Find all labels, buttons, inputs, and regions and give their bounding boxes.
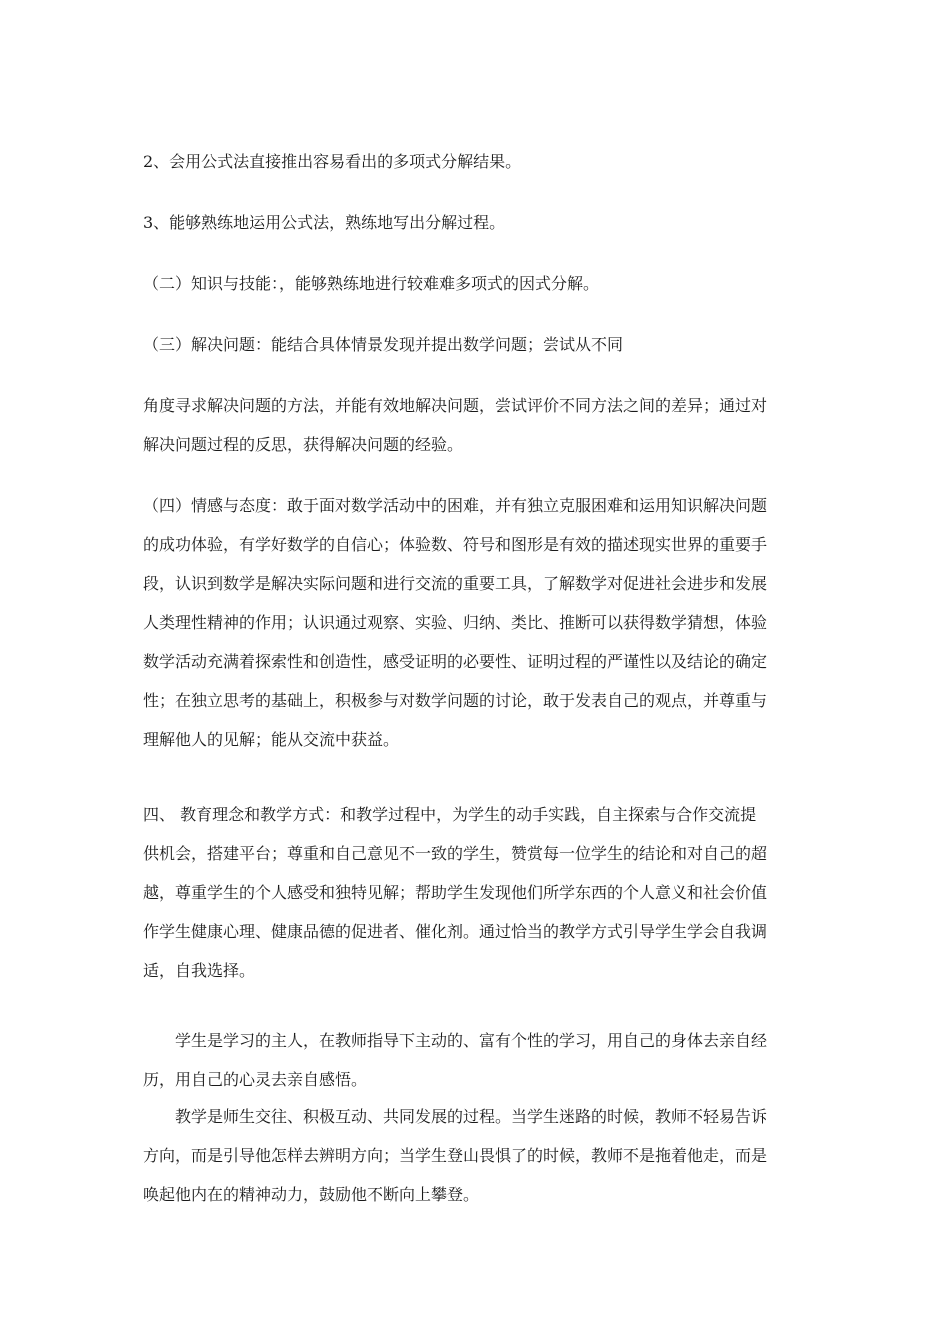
text-line-9: 段，认识到数学是解决实际问题和进行交流的重要工具，了解数学对促进社会进步和发展 <box>143 574 768 593</box>
text-line-7: （四）情感与态度：敢于面对数学活动中的困难，并有独立克服困难和运用知识解决问题 <box>143 496 768 515</box>
text-line-13: 理解他人的见解；能从交流中获益。 <box>143 730 400 749</box>
text-line-19: 学生是学习的主人，在教师指导下主动的、富有个性的学习，用自己的身体去亲自经 <box>175 1031 768 1050</box>
text-line-18: 适，自我选择。 <box>143 961 256 980</box>
text-line-17: 作学生健康心理、健康品德的促进者、催化剂。通过恰当的教学方式引导学生学会自我调 <box>143 922 768 941</box>
text-line-3: （二）知识与技能：，能够熟练地进行较难难多项式的因式分解。 <box>143 274 600 293</box>
text-line-5: 角度寻求解决问题的方法，并能有效地解决问题，尝试评价不同方法之间的差异；通过对 <box>143 396 768 415</box>
text-line-20: 历，用自己的心灵去亲自感悟。 <box>143 1070 368 1089</box>
text-line-11: 数学活动充满着探索性和创造性，感受证明的必要性、证明过程的严谨性以及结论的确定 <box>143 652 768 671</box>
text-line-16: 越，尊重学生的个人感受和独特见解；帮助学生发现他们所学东西的个人意义和社会价值 <box>143 883 768 902</box>
text-line-1: 2、会用公式法直接推出容易看出的多项式分解结果。 <box>143 152 522 171</box>
text-line-15: 供机会，搭建平台；尊重和自己意见不一致的学生，赞赏每一位学生的结论和对自己的超 <box>143 844 768 863</box>
text-line-10: 人类理性精神的作用；认识通过观察、实验、归纳、类比、推断可以获得数学猜想，体验 <box>143 613 768 632</box>
text-line-2: 3、能够熟练地运用公式法，熟练地写出分解过程。 <box>143 213 506 232</box>
text-line-21: 教学是师生交往、积极互动、共同发展的过程。当学生迷路的时候，教师不轻易告诉 <box>175 1107 768 1126</box>
text-line-4: （三）解决问题：能结合具体情景发现并提出数学问题；尝试从不同 <box>143 335 624 354</box>
text-line-8: 的成功体验，有学好数学的自信心；体验数、符号和图形是有效的描述现实世界的重要手 <box>143 535 768 554</box>
text-line-14: 四、 教育理念和教学方式：和教学过程中，为学生的动手实践，自主探索与合作交流提 <box>143 805 757 824</box>
text-line-12: 性；在独立思考的基础上，积极参与对数学问题的讨论，敢于发表自己的观点，并尊重与 <box>143 691 768 710</box>
text-line-23: 唤起他内在的精神动力，鼓励他不断向上攀登。 <box>143 1185 480 1204</box>
text-line-22: 方向，而是引导他怎样去辨明方向；当学生登山畏惧了的时候，教师不是拖着他走，而是 <box>143 1146 768 1165</box>
text-line-6: 解决问题过程的反思，获得解决问题的经验。 <box>143 435 464 454</box>
